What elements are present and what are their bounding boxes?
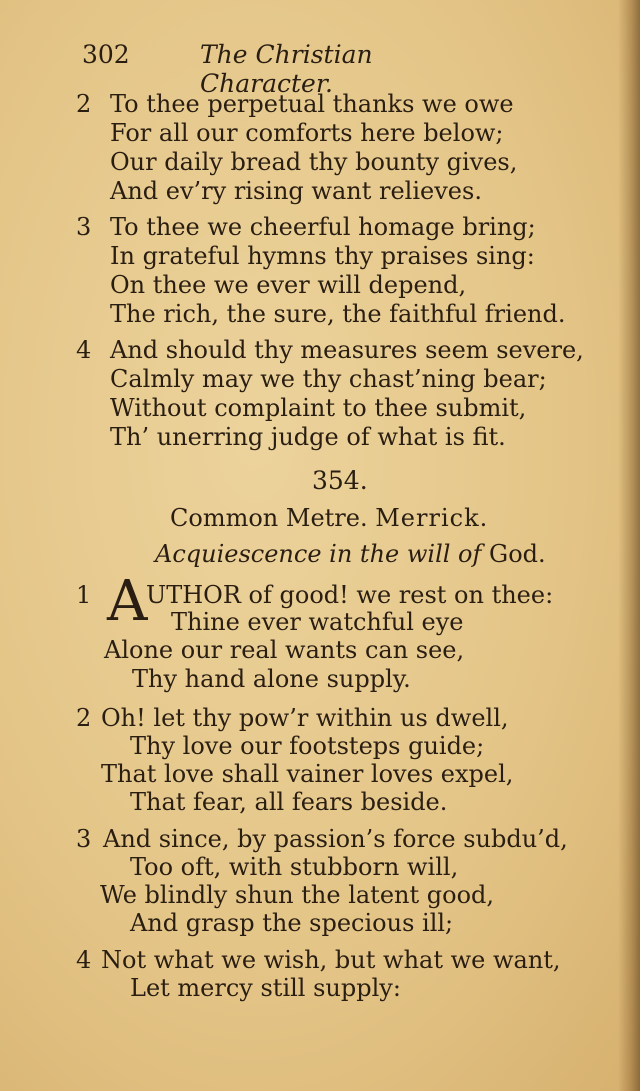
verse-line: To thee perpetual thanks we owe <box>110 90 514 118</box>
verse-line: Thy love our footsteps guide; <box>130 732 485 760</box>
verse-line: We blindly shun the latent good, <box>100 881 495 909</box>
page-header <box>82 40 502 98</box>
subject-roman: God. <box>489 540 546 568</box>
subject-italic: Acquiescence in the will of <box>155 540 482 568</box>
hymn-number: 354. <box>312 466 368 495</box>
verse-line: Th’ unerring judge of what is fit. <box>110 423 506 451</box>
drop-cap: A <box>107 569 148 634</box>
verse-line: Thy hand alone supply. <box>132 665 411 693</box>
verse-line: And should thy measures seem severe, <box>110 336 584 364</box>
stanza-number: 2 <box>76 704 92 732</box>
metre-label: Common Metre. <box>170 504 368 532</box>
verse-line: And since, by passion’s force subdu’d, <box>103 825 568 853</box>
verse-line: In grateful hymns thy praises sing: <box>110 242 535 270</box>
verse-line: That love shall vainer loves expel, <box>101 760 514 788</box>
verse-line: UTHOR of good! we rest on thee: <box>146 581 554 609</box>
stanza-number: 4 <box>76 946 92 974</box>
verse-line: Without complaint to thee submit, <box>110 394 527 422</box>
stanza-number: 3 <box>76 213 92 241</box>
verse-line: Not what we wish, but what we want, <box>101 946 561 974</box>
author-name: Merrick. <box>375 504 489 532</box>
verse-line: Too oft, with stubborn will, <box>130 853 459 881</box>
page-number: 302 <box>82 40 130 69</box>
hymn-metre-line <box>170 504 488 532</box>
verse-line: That fear, all fears beside. <box>130 788 448 816</box>
verse-line: And grasp the specious ill; <box>130 909 454 937</box>
stanza-number: 4 <box>76 336 92 364</box>
verse-line: Calmly may we thy chast’ning bear; <box>110 365 547 393</box>
verse-line: Let mercy still supply: <box>130 974 401 1002</box>
hymn-subject <box>155 540 546 568</box>
verse-line: The rich, the sure, the faithful friend. <box>110 300 566 328</box>
verse-line: Our daily bread thy bounty gives, <box>110 148 518 176</box>
verse-line: And ev’ry rising want relieves. <box>110 177 482 205</box>
verse-line: Oh! let thy pow’r within us dwell, <box>101 704 509 732</box>
stanza-number: 3 <box>76 825 92 853</box>
running-title: The Christian Character. <box>200 40 373 98</box>
stanza-number: 1 <box>76 581 92 609</box>
stanza-number: 2 <box>76 90 92 118</box>
page-edge <box>618 0 640 1091</box>
verse-line: To thee we cheerful homage bring; <box>110 213 536 241</box>
verse-line: On thee we ever will depend, <box>110 271 467 299</box>
verse-line: Thine ever watchful eye <box>171 608 464 636</box>
verse-line: For all our comforts here below; <box>110 119 504 147</box>
verse-line: Alone our real wants can see, <box>104 636 465 664</box>
